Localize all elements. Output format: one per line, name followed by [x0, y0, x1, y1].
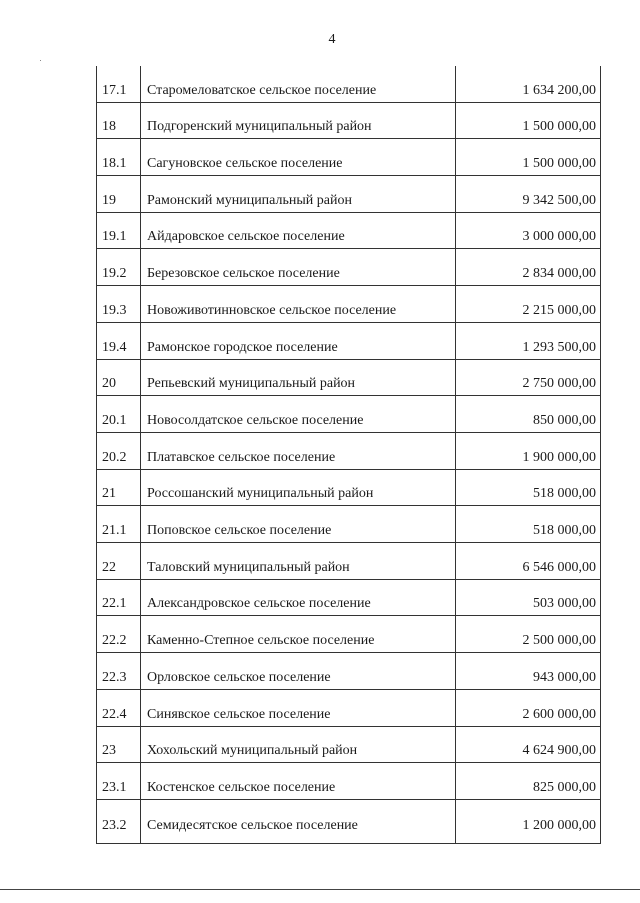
table-row [97, 470, 600, 507]
municipality-name: Таловский муниципальный район [147, 559, 350, 575]
margin-speck [40, 60, 41, 61]
amount-value: 850 000,00 [533, 412, 596, 428]
amount-value: 2 500 000,00 [522, 633, 596, 649]
municipality-name: Репьевский муниципальный район [147, 376, 356, 392]
table-row [97, 543, 600, 580]
amount-value: 2 834 000,00 [522, 266, 596, 282]
amount-value: 9 342 500,00 [522, 192, 596, 208]
amount-value: 1 200 000,00 [522, 817, 596, 833]
amount-value: 1 500 000,00 [522, 156, 596, 172]
row-number: 23 [102, 743, 116, 759]
amount-value: 2 600 000,00 [522, 706, 596, 722]
row-number: 19.4 [102, 339, 127, 355]
row-number: 21 [102, 486, 116, 502]
municipality-name: Березовское сельское поселение [147, 266, 340, 282]
row-number: 22 [102, 559, 116, 575]
table-row [97, 139, 600, 176]
allocation-table [96, 66, 601, 844]
amount-value: 1 500 000,00 [522, 119, 596, 135]
row-number: 22.3 [102, 669, 127, 685]
row-number: 22.4 [102, 706, 127, 722]
page-bottom-rule [0, 889, 640, 890]
table-row [97, 250, 600, 287]
table-row [97, 213, 600, 250]
amount-value: 518 000,00 [533, 486, 596, 502]
municipality-name: Рамонское городское поселение [147, 339, 338, 355]
amount-value: 518 000,00 [533, 523, 596, 539]
municipality-name: Поповское сельское поселение [147, 523, 332, 539]
amount-value: 3 000 000,00 [522, 229, 596, 245]
row-number: 20.1 [102, 412, 127, 428]
amount-value: 1 293 500,00 [522, 339, 596, 355]
row-number: 20 [102, 376, 116, 392]
municipality-name: Сагуновское сельское поселение [147, 156, 343, 172]
row-number: 19.2 [102, 266, 127, 282]
municipality-name: Хохольский муниципальный район [147, 743, 358, 759]
row-number: 19 [102, 192, 116, 208]
row-number: 22.1 [102, 596, 127, 612]
municipality-name: Семидесятское сельское поселение [147, 817, 358, 833]
row-number: 21.1 [102, 523, 127, 539]
amount-value: 825 000,00 [533, 779, 596, 795]
amount-value: 2 215 000,00 [522, 302, 596, 318]
table-row [97, 800, 600, 837]
table-row [97, 396, 600, 433]
row-number: 19.3 [102, 302, 127, 318]
row-number: 20.2 [102, 449, 127, 465]
page-number: 4 [328, 32, 336, 47]
table-row [97, 580, 600, 617]
amount-value: 2 750 000,00 [522, 376, 596, 392]
municipality-name: Новосолдатское сельское поселение [147, 412, 364, 428]
amount-value: 1 634 200,00 [522, 82, 596, 98]
amount-value: 1 900 000,00 [522, 449, 596, 465]
municipality-name: Синявское сельское поселение [147, 706, 331, 722]
row-number: 18.1 [102, 156, 127, 172]
row-number: 18 [102, 119, 116, 135]
municipality-name: Айдаровское сельское поселение [147, 229, 345, 245]
municipality-name: Россошанский муниципальный район [147, 486, 374, 502]
row-number: 17.1 [102, 82, 127, 98]
table-row [97, 66, 600, 103]
table-row [97, 727, 600, 764]
amount-value: 6 546 000,00 [522, 559, 596, 575]
table-row [97, 103, 600, 140]
municipality-name: Александровское сельское поселение [147, 596, 371, 612]
municipality-name: Платавское сельское поселение [147, 449, 336, 465]
table-row [97, 286, 600, 323]
municipality-name: Костенское сельское поселение [147, 779, 336, 795]
row-number: 23.1 [102, 779, 127, 795]
table-row [97, 433, 600, 470]
table-row [97, 763, 600, 800]
municipality-name: Рамонский муниципальный район [147, 192, 352, 208]
municipality-name: Новоживотинновское сельское поселение [147, 302, 397, 318]
table-row [97, 323, 600, 360]
table-row [97, 176, 600, 213]
table-row [97, 653, 600, 690]
amount-value: 943 000,00 [533, 669, 596, 685]
row-number: 23.2 [102, 817, 127, 833]
row-number: 22.2 [102, 633, 127, 649]
municipality-name: Каменно-Степное сельское поселение [147, 633, 375, 649]
table-row [97, 506, 600, 543]
table-row [97, 360, 600, 397]
municipality-name: Подгоренский муниципальный район [147, 119, 372, 135]
municipality-name: Орловское сельское поселение [147, 669, 331, 685]
amount-value: 503 000,00 [533, 596, 596, 612]
row-number: 19.1 [102, 229, 127, 245]
table-row [97, 617, 600, 654]
amount-value: 4 624 900,00 [522, 743, 596, 759]
table-row [97, 690, 600, 727]
municipality-name: Старомеловатское сельское поселение [147, 82, 377, 98]
